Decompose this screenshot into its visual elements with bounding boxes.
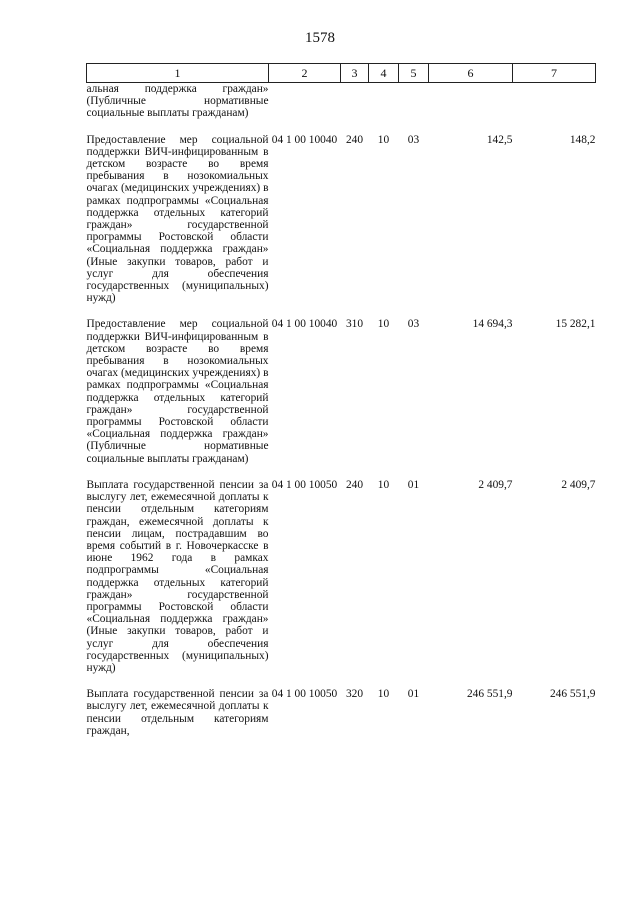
row-description: Предоставление мер социальной поддержки ВИЧ-инфицированным в детском возрасте во время пребывания в нозокомиальных очагах (медицинских учреждениях) в рамках подпрограммы «Социальная поддержка отдельных категорий граждан» государственной программы Ростовской области «Социальная поддержка граждан» (Иные закупки товаров, работ и услуг для обеспечения государственных (муниципальных) нужд) <box>86 133 269 305</box>
target-article-code <box>269 83 341 120</box>
row-spacer <box>87 304 596 318</box>
subsection-code: 01 <box>407 688 420 701</box>
amount-year-2: 15 282,1 <box>555 318 596 331</box>
section-code: 10 <box>377 318 390 331</box>
row-description: Выплата государственной пенсии за выслугу лет, ежемесячной доплаты к пенсии отдельным категориям граждан, ежемесячной доплаты к пенсии лицам, пострадавшим во время событий в г. Новочеркасске в июне 1962 года в рамках подпрограммы «Социальная поддержка отдельных категорий граждан» государственной программы Ростовской области «Социальная поддержка граждан» (Иные закупки товаров, работ и услуг для обеспечения государственных (муниципальных) нужд) <box>86 478 269 674</box>
section-code: 10 <box>377 478 390 491</box>
section-code: 10 <box>377 133 390 146</box>
row-description: Предоставление мер социальной поддержки ВИЧ-инфицированным в детском возрасте во время пребывания в нозокомиальных очагах (медицинских учреждениях) в рамках подпрограммы «Социальная поддержка отдельных категорий граждан» государственной программы Ростовской области «Социальная поддержка граждан» (Публичные нормативные социальные выплаты гражданам) <box>86 318 269 465</box>
column-number-row <box>87 64 596 83</box>
table-row <box>87 83 596 120</box>
column-header: 1 <box>87 64 269 83</box>
amount-year-1: 2 409,7 <box>478 478 513 491</box>
page-number: 1578 <box>305 30 335 46</box>
expense-type-code: 320 <box>345 688 364 701</box>
target-article-code: 04 1 00 10040 <box>271 318 338 331</box>
amount-year-1: 14 694,3 <box>472 318 513 331</box>
column-header: 4 <box>369 64 399 83</box>
subsection-code: 03 <box>407 318 420 331</box>
target-article-code: 04 1 00 10050 <box>271 478 338 491</box>
expense-type-code: 310 <box>345 318 364 331</box>
column-header: 7 <box>513 64 596 83</box>
row-description: альная поддержка граждан» (Публичные нормативные социальные выплаты гражданам) <box>86 83 269 120</box>
amount-year-1: 246 551,9 <box>466 688 513 701</box>
column-header: 6 <box>429 64 513 83</box>
amount-year-2: 246 551,9 <box>549 688 596 701</box>
section-code <box>369 83 399 120</box>
amount-year-1 <box>429 83 513 120</box>
column-header: 3 <box>341 64 369 83</box>
budget-table <box>86 63 596 737</box>
table-row <box>87 134 596 305</box>
section-code: 10 <box>377 688 390 701</box>
row-spacer <box>87 465 596 479</box>
table-row <box>87 318 596 464</box>
amount-year-2: 2 409,7 <box>561 478 596 491</box>
subsection-code: 03 <box>407 133 420 146</box>
amount-year-2 <box>513 83 596 120</box>
subsection-code: 01 <box>407 478 420 491</box>
expense-type-code <box>341 83 369 120</box>
row-spacer <box>87 120 596 134</box>
table-row <box>87 479 596 674</box>
expense-type-code: 240 <box>345 478 364 491</box>
amount-year-1: 142,5 <box>486 133 513 146</box>
table-row <box>87 688 596 737</box>
target-article-code: 04 1 00 10050 <box>271 688 338 701</box>
row-description: Выплата государственной пенсии за выслугу лет, ежемесячной доплаты к пенсии отдельным категориям граждан, <box>86 688 269 737</box>
subsection-code <box>399 83 429 120</box>
column-header: 5 <box>399 64 429 83</box>
target-article-code: 04 1 00 10040 <box>271 133 338 146</box>
column-header: 2 <box>269 64 341 83</box>
expense-type-code: 240 <box>345 133 364 146</box>
row-spacer <box>87 674 596 688</box>
amount-year-2: 148,2 <box>569 133 596 146</box>
